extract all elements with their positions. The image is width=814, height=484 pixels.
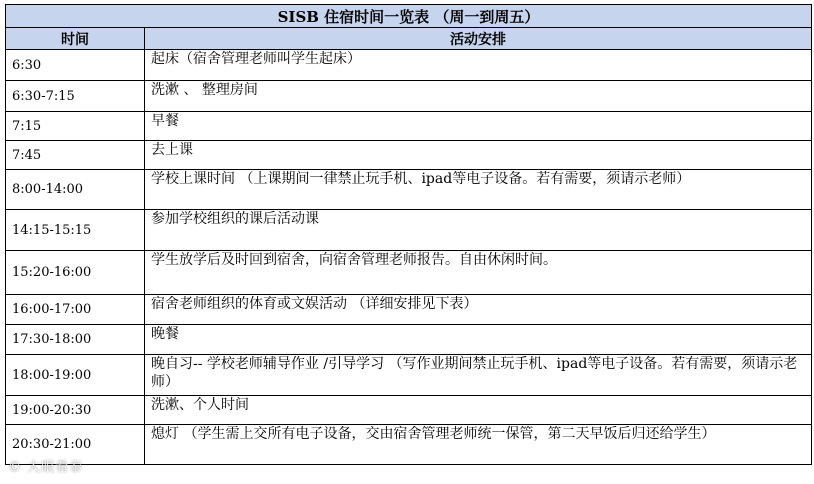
table-row bbox=[6, 295, 812, 325]
activity-cell: 起床（宿舍管理老师叫学生起床） bbox=[145, 50, 812, 81]
activity-cell: 晚自习-- 学校老师辅导作业 /引导学习 （写作业期间禁止玩手机、ipad等电子设备。若有需要，须请示老师） bbox=[145, 355, 812, 396]
watermark: © 大眼看泰 bbox=[8, 460, 84, 475]
table-title: SISB 住宿时间一览表 （周一到周五） bbox=[6, 5, 812, 28]
table-row bbox=[6, 425, 812, 465]
time-cell: 15:20-16:00 bbox=[6, 251, 145, 295]
activity-cell: 参加学校组织的课后活动课 bbox=[145, 210, 812, 251]
table-row bbox=[6, 325, 812, 355]
time-cell: 6:30 bbox=[6, 50, 145, 81]
table-row bbox=[6, 50, 812, 81]
activity-cell: 学生放学后及时回到宿舍，向宿舍管理老师报告。自由休闲时间。 bbox=[145, 251, 812, 295]
title-row bbox=[6, 5, 812, 28]
time-cell: 7:15 bbox=[6, 112, 145, 141]
time-cell: 17:30-18:00 bbox=[6, 325, 145, 355]
table-row bbox=[6, 355, 812, 396]
time-cell: 19:00-20:30 bbox=[6, 396, 145, 425]
activity-header: 活动安排 bbox=[145, 28, 812, 50]
activity-cell: 洗漱、个人时间 bbox=[145, 396, 812, 425]
table-row bbox=[6, 112, 812, 141]
activity-cell: 晚餐 bbox=[145, 325, 812, 355]
header-row bbox=[6, 28, 812, 50]
time-cell: 18:00-19:00 bbox=[6, 355, 145, 396]
time-cell: 7:45 bbox=[6, 141, 145, 170]
time-cell: 20:30-21:00 bbox=[6, 425, 145, 465]
table-row bbox=[6, 396, 812, 425]
activity-cell: 早餐 bbox=[145, 112, 812, 141]
table-row bbox=[6, 81, 812, 112]
schedule-table bbox=[5, 4, 812, 465]
activity-cell: 学校上课时间 （上课期间一律禁止玩手机、ipad等电子设备。若有需要，须请示老师） bbox=[145, 170, 812, 210]
time-cell: 8:00-14:00 bbox=[6, 170, 145, 210]
table-row bbox=[6, 141, 812, 170]
time-cell: 14:15-15:15 bbox=[6, 210, 145, 251]
time-header: 时间 bbox=[6, 28, 145, 50]
activity-cell: 去上课 bbox=[145, 141, 812, 170]
activity-cell: 熄灯 （学生需上交所有电子设备，交由宿舍管理老师统一保管，第二天早饭后归还给学生） bbox=[145, 425, 812, 465]
activity-cell: 宿舍老师组织的体育或文娱活动 （详细安排见下表） bbox=[145, 295, 812, 325]
table-row bbox=[6, 251, 812, 295]
table-row bbox=[6, 210, 812, 251]
time-cell: 16:00-17:00 bbox=[6, 295, 145, 325]
table-row bbox=[6, 170, 812, 210]
time-cell: 6:30-7:15 bbox=[6, 81, 145, 112]
activity-cell: 洗漱 、 整理房间 bbox=[145, 81, 812, 112]
